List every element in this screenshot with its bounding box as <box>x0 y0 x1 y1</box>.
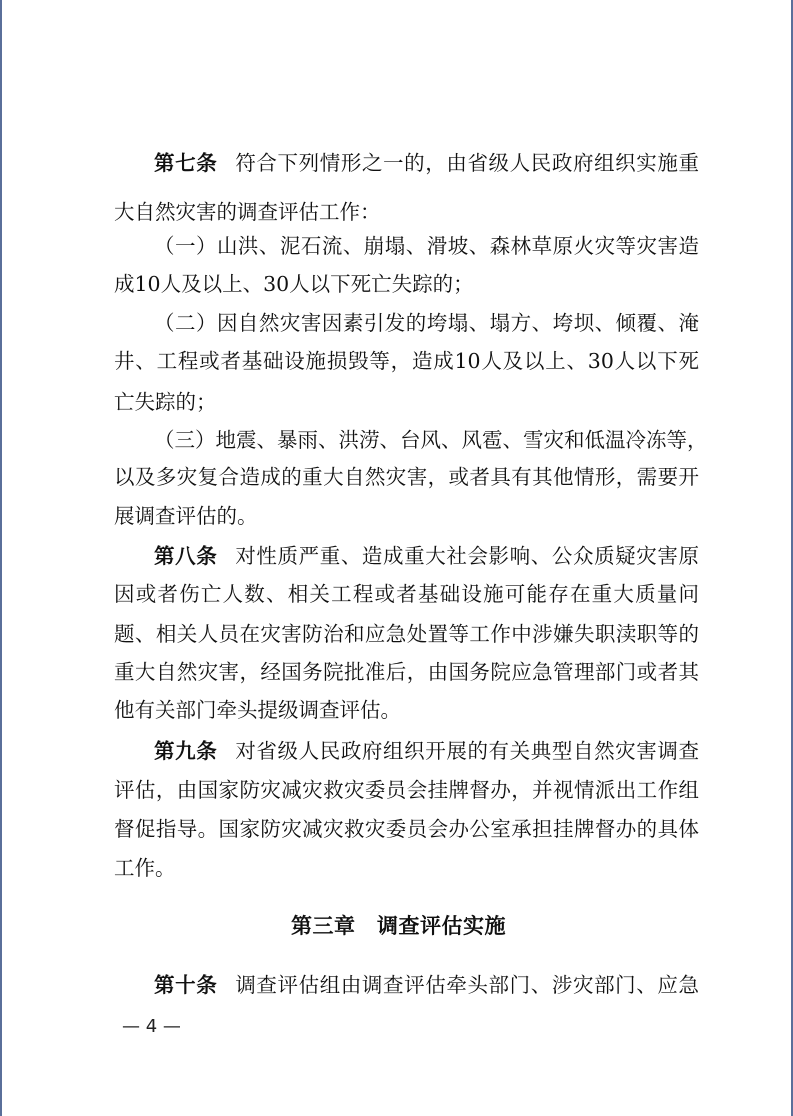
article-8-line-5: 他有关部门牵头提级调查评估。 <box>114 698 401 722</box>
article-7-line-2: 大自然灾害的调查评估工作： <box>114 200 381 224</box>
chapter-heading: 第三章 调查评估实施 <box>291 913 506 938</box>
article-9-label: 第九条 <box>154 739 218 763</box>
article-7-label: 第七条 <box>154 151 218 175</box>
article-8-label: 第八条 <box>154 544 218 568</box>
article-8-line-4: 重大自然灾害，经国务院批准后，由国务院应急管理部门或者其 <box>114 660 699 684</box>
article-9-line-1: 第九条 对省级人民政府组织开展的有关典型自然灾害调查 <box>154 739 699 763</box>
article-7-item-2-line-3: 亡失踪的； <box>114 390 217 414</box>
article-7-item-3-line-2: 以及多灾复合造成的重大自然灾害，或者具有其他情形，需要开 <box>114 465 699 489</box>
article-7-item-1-line-1: （一）山洪、泥石流、崩塌、滑坡、森林草原火灾等灾害造 <box>154 234 699 258</box>
article-9-line-2: 评估，由国家防灾减灾救灾委员会挂牌督办，并视情派出工作组 <box>114 778 699 802</box>
article-10-line-1: 第十条 调查评估组由调查评估牵头部门、涉灾部门、应急 <box>154 973 699 997</box>
article-9-line-3: 督促指导。国家防灾减灾救灾委员会办公室承担挂牌督办的具体 <box>114 817 699 841</box>
article-8-line-3: 题、相关人员在灾害防治和应急处置等工作中涉嫌失职渎职等的 <box>114 622 699 646</box>
article-7-item-2-line-1: （二）因自然灾害因素引发的垮塌、塌方、垮坝、倾覆、淹 <box>154 311 699 335</box>
article-10-label: 第十条 <box>154 973 218 997</box>
article-8-line-1: 第八条 对性质严重、造成重大社会影响、公众质疑灾害原 <box>154 544 699 568</box>
article-7-item-2-line-2: 井、工程或者基础设施损毁等，造成10人及以上、30人以下死 <box>114 349 699 373</box>
article-7-item-1-line-2: 成10人及以上、30人以下死亡失踪的； <box>114 272 474 296</box>
page-number: — 4 — <box>122 1016 181 1037</box>
article-7-item-3-line-3: 展调查评估的。 <box>114 504 258 528</box>
article-8-line-2: 因或者伤亡人数、相关工程或者基础设施可能存在重大质量问 <box>114 582 699 606</box>
article-7-line-1: 第七条 符合下列情形之一的，由省级人民政府组织实施重 <box>154 151 699 175</box>
article-7-item-3-line-1: （三）地震、暴雨、洪涝、台风、风雹、雪灾和低温冷冻等， <box>154 428 708 452</box>
article-9-line-4: 工作。 <box>114 856 176 880</box>
